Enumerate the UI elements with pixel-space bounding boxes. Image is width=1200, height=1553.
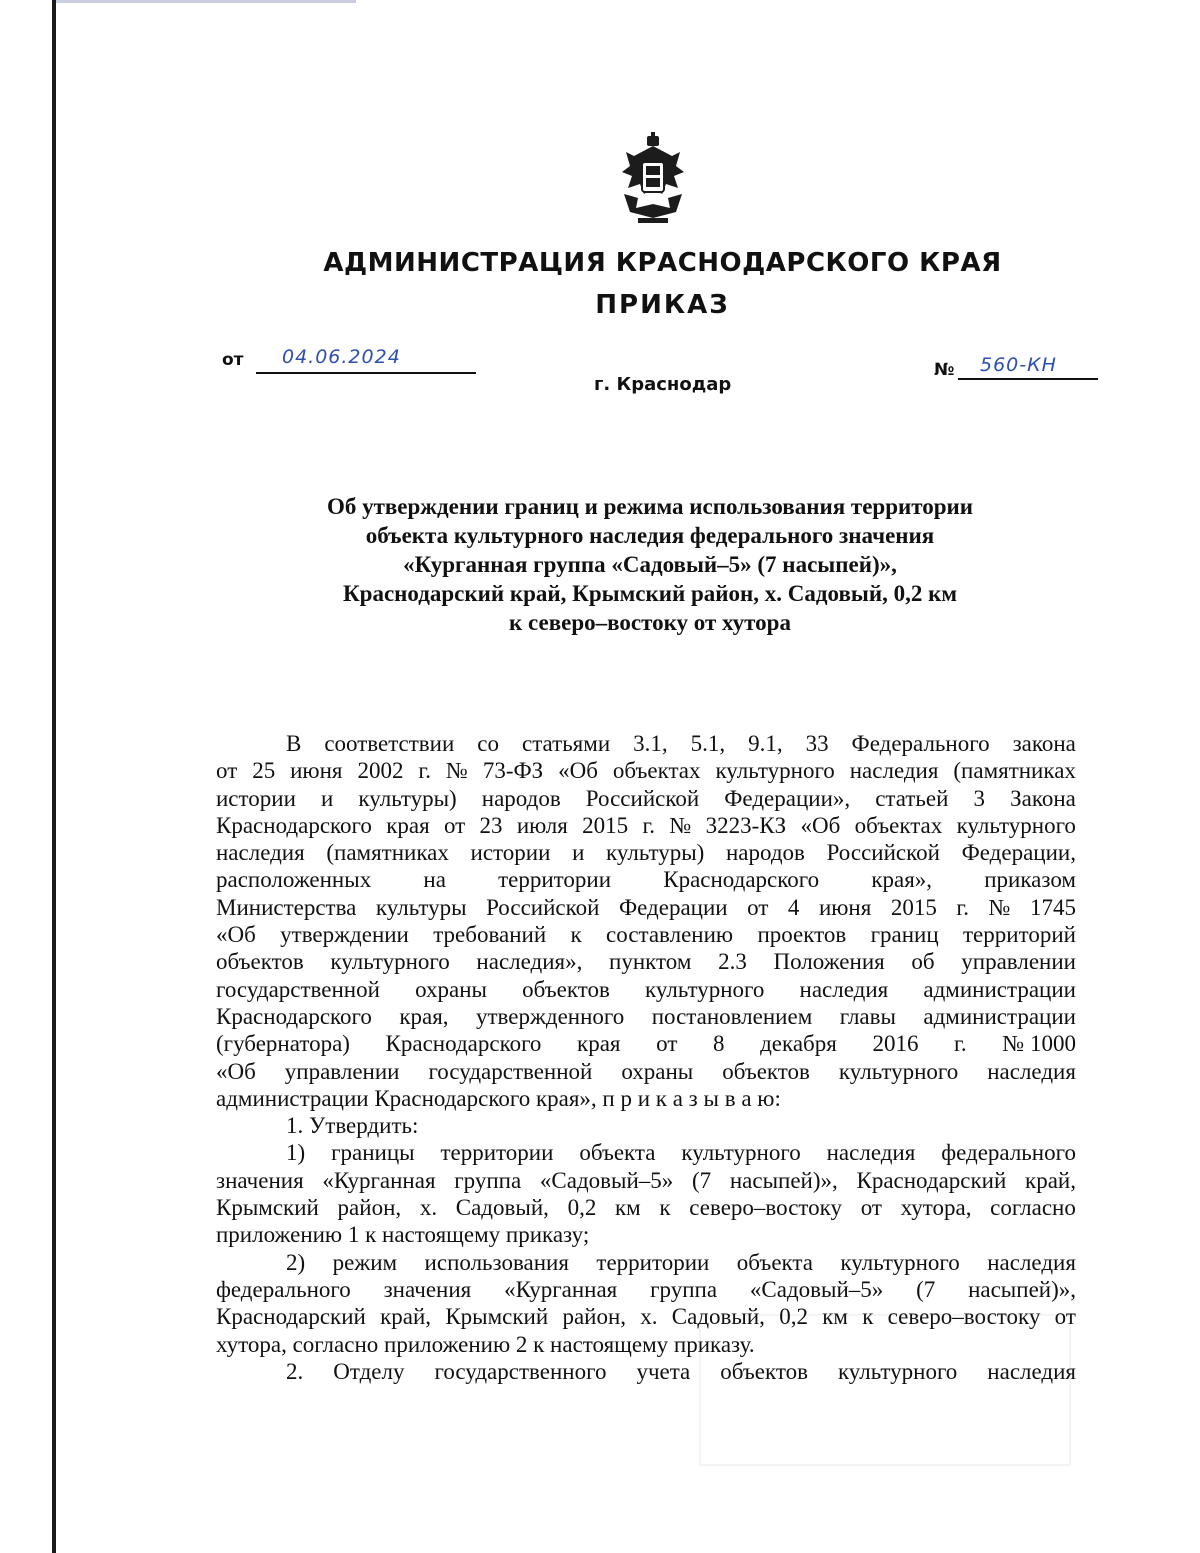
document-body <box>216 730 1076 1385</box>
body-word: Федерации, <box>961 840 1076 866</box>
body-line <box>216 1167 1076 1194</box>
body-word: Крымский <box>216 1195 319 1221</box>
body-word: г. <box>418 758 431 784</box>
body-word: и <box>572 840 585 866</box>
body-word: и <box>320 785 334 811</box>
body-word: от <box>1054 1304 1076 1330</box>
body-word: культурного <box>715 758 835 784</box>
body-line <box>216 1221 1076 1248</box>
body-word: составлению <box>606 922 734 948</box>
body-word: г. <box>642 812 656 838</box>
body-word: 2016 <box>872 1031 919 1057</box>
body-word: (памятниках <box>326 840 449 866</box>
body-word: на <box>423 867 446 893</box>
body-line <box>216 1058 1076 1085</box>
body-word: Краснодарского <box>385 1031 542 1057</box>
body-word: требований <box>433 922 547 948</box>
body-word: статьями <box>521 731 611 756</box>
scan-border <box>52 0 56 1553</box>
body-word: 2002 <box>357 758 404 784</box>
body-word: культуры) <box>358 785 457 811</box>
date-prefix: от <box>222 350 244 370</box>
body-word: Закона <box>1010 785 1076 811</box>
body-word: значения <box>216 1167 304 1193</box>
body-word: «Об <box>558 758 598 784</box>
body-word: края <box>577 1031 621 1057</box>
body-word: к <box>659 1195 671 1221</box>
body-word: значения <box>383 1276 472 1302</box>
body-word: наследия <box>987 1058 1076 1084</box>
body-word: группа <box>650 1276 718 1302</box>
date-handwritten: 04.06.2024 <box>282 346 401 368</box>
body-word: (памятниках <box>953 758 1076 784</box>
body-word: от <box>443 812 466 838</box>
body-word: от <box>860 1195 882 1221</box>
body-word: Садовый, <box>455 1195 549 1221</box>
body-word: охраны <box>621 1058 694 1084</box>
body-line <box>216 1276 1076 1303</box>
body-word: 25 <box>252 758 276 784</box>
body-word: управлении <box>961 949 1076 975</box>
body-word: район, <box>337 1195 402 1221</box>
heading-line: Об утверждении границ и режима использования территории <box>326 494 974 519</box>
body-word: согласно <box>990 1195 1076 1221</box>
body-word: расположенных <box>216 867 372 893</box>
body-line <box>216 866 1076 893</box>
heading-line: «Курганная группа «Садовый–5» (7 насыпей)», <box>403 552 897 577</box>
body-line <box>216 812 1076 839</box>
body-word: (7 <box>916 1276 936 1302</box>
body-word: «Садовый–5» <box>749 1276 884 1302</box>
body-word: 0,2 <box>567 1195 597 1221</box>
body-word: к <box>862 1304 874 1330</box>
body-word: июня <box>290 758 343 784</box>
body-word: км <box>615 1195 641 1221</box>
body-word: культурного <box>956 812 1076 838</box>
body-line <box>216 921 1076 948</box>
body-word: насыпей)», <box>968 1276 1076 1302</box>
body-word: В <box>286 731 302 756</box>
body-word: истории <box>470 840 551 866</box>
body-word: утверждении <box>280 922 409 948</box>
body-word: использования <box>424 1249 569 1275</box>
body-word: Министерства <box>216 894 357 920</box>
body-line <box>216 1249 1076 1276</box>
body-word: от <box>656 1031 678 1057</box>
body-word: 2. <box>286 1358 304 1384</box>
body-line <box>216 894 1076 921</box>
body-word: 2) <box>286 1249 306 1275</box>
body-word: объектов <box>522 976 610 1002</box>
body-word: Крымский <box>445 1304 549 1330</box>
body-line <box>216 839 1076 866</box>
body-word: 73-ФЗ <box>482 758 544 784</box>
body-line <box>216 976 1076 1003</box>
body-word: 23 <box>479 812 503 838</box>
organization-title: АДМИНИСТРАЦИЯ КРАСНОДАРСКОГО КРАЯ <box>323 248 1002 278</box>
body-word: северо–востоку <box>689 1195 843 1221</box>
body-word: (губернатора) <box>216 1031 350 1057</box>
body-word: июля <box>516 812 568 838</box>
body-word: наследия <box>987 1249 1076 1275</box>
body-word: федерального <box>216 1276 351 1302</box>
body-word: культурного <box>645 976 765 1002</box>
body-word: 3223-КЗ <box>705 812 787 838</box>
body-word: государственной <box>428 1058 593 1084</box>
faint-bleed-through <box>690 1305 1080 1475</box>
body-word: № 1000 <box>1002 1031 1076 1057</box>
body-word: объектах <box>854 812 943 838</box>
body-word: Краснодарского <box>216 812 372 838</box>
body-word: объектов <box>216 949 304 975</box>
body-word: утвержденного <box>475 1003 625 1029</box>
body-word: границ <box>870 922 939 948</box>
body-word: хутора, согласно приложению 2 к настоящему приказу. <box>216 1331 755 1357</box>
body-word: приложению 1 к настоящему приказу; <box>216 1222 590 1248</box>
body-word: учета <box>636 1358 691 1384</box>
body-word: Федерации <box>618 894 728 920</box>
body-word: 33 <box>805 731 829 756</box>
number-handwritten: 560-КН <box>980 354 1057 376</box>
body-word: федерального <box>941 1140 1076 1166</box>
body-word: приказом <box>984 867 1076 893</box>
body-word: наследия <box>826 1140 916 1166</box>
body-word: истории <box>216 785 296 811</box>
body-word: народов <box>726 840 805 866</box>
body-word: «Садовый–5» <box>539 1167 674 1193</box>
body-word: км <box>822 1304 848 1330</box>
body-word: г. <box>956 894 969 920</box>
body-word: наследия <box>799 976 889 1002</box>
body-word: охраны <box>415 976 487 1002</box>
body-word: проектов <box>757 922 847 948</box>
body-word: Садовый, <box>671 1304 765 1330</box>
body-word: культурного <box>330 949 450 975</box>
body-word: культурного <box>681 1140 801 1166</box>
body-line <box>216 1003 1076 1030</box>
body-word: 0,2 <box>779 1304 808 1330</box>
body-word: Российской <box>486 894 600 920</box>
body-word: район, <box>562 1304 627 1330</box>
city: г. Краснодар <box>594 374 732 395</box>
body-word: наследия <box>216 840 305 866</box>
body-word: Отделу <box>333 1358 405 1384</box>
body-word: Федерации», <box>724 785 851 811</box>
body-word: культурного <box>840 1249 960 1275</box>
body-word: объектах <box>612 758 701 784</box>
body-word: объекта <box>736 1249 813 1275</box>
body-word: Краснодарского <box>663 867 820 893</box>
body-line <box>216 785 1076 812</box>
body-line <box>216 1030 1076 1057</box>
body-word: края», <box>871 867 933 893</box>
body-word: июня <box>818 894 872 920</box>
body-word: культурного <box>837 1358 958 1384</box>
body-word: наследия <box>849 758 939 784</box>
body-word: 9.1, <box>748 731 783 756</box>
body-word: 2015 <box>890 894 937 920</box>
heading-line: к северо–востоку от хутора <box>509 610 791 635</box>
body-word: к <box>570 922 582 948</box>
body-word: 3 <box>973 785 986 811</box>
body-word: 1) <box>286 1140 306 1166</box>
body-word: границы <box>331 1140 415 1166</box>
body-word: 2.3 <box>718 949 747 975</box>
body-word: наследия», <box>476 949 583 975</box>
body-word: пунктом <box>609 949 692 975</box>
body-line <box>216 948 1076 975</box>
body-word: администрации <box>923 1003 1076 1029</box>
body-word: закона <box>1012 731 1076 756</box>
body-word: от <box>216 758 238 784</box>
body-word: декабря <box>760 1031 837 1057</box>
body-word: «Об <box>216 922 256 948</box>
body-word: край, <box>1025 1167 1076 1193</box>
body-word: «Курганная <box>322 1167 436 1193</box>
body-word: со <box>477 731 499 756</box>
date-underline <box>256 372 476 374</box>
body-word: 1. Утвердить: <box>286 1113 419 1139</box>
body-word: Федерального <box>851 731 990 756</box>
body-line <box>216 730 1076 757</box>
body-word: Российской <box>826 840 940 866</box>
body-word: (7 <box>691 1167 712 1193</box>
body-word: 2015 <box>582 812 629 838</box>
body-word: администрации Краснодарского края», п р и к а з ы в а ю: <box>216 1085 781 1111</box>
body-word: объекта <box>579 1140 656 1166</box>
body-word: насыпей)», <box>729 1167 838 1193</box>
body-line <box>216 1085 1076 1112</box>
heading-line: объекта культурного наследия федерального значения <box>365 523 935 548</box>
body-word: объектов <box>720 1358 808 1384</box>
body-word: Краснодарский <box>216 1304 366 1330</box>
body-word: х. <box>640 1304 658 1330</box>
body-word: администрации <box>923 976 1076 1002</box>
body-word: территории <box>440 1140 554 1166</box>
body-word: управлении <box>284 1058 400 1084</box>
body-word: главы <box>839 1003 896 1029</box>
coat-of-arms-icon <box>616 132 690 224</box>
body-word: от <box>747 894 769 920</box>
body-word: культуры <box>375 894 467 920</box>
body-word: объектов <box>722 1058 810 1084</box>
body-word: территорий <box>963 922 1076 948</box>
body-word: края, <box>399 1003 449 1029</box>
body-word: статьей <box>875 785 949 811</box>
body-word: 3.1, <box>633 731 668 756</box>
body-word: наследия <box>987 1358 1076 1384</box>
body-word: 8 <box>712 1031 725 1057</box>
body-word: Краснодарского <box>216 1003 372 1029</box>
body-word: 1745 <box>1030 894 1076 920</box>
document-heading <box>230 492 1070 637</box>
body-line <box>216 1194 1076 1221</box>
body-word: край, <box>380 1304 432 1330</box>
body-word: группа <box>454 1167 522 1193</box>
body-word: № <box>669 812 692 838</box>
heading-line: Краснодарский край, Крымский район, х. Садовый, 0,2 км <box>342 581 958 606</box>
body-line <box>216 757 1076 784</box>
scan-artifact <box>56 0 356 3</box>
number-prefix: № <box>934 360 955 380</box>
body-word: х. <box>419 1195 438 1221</box>
body-word: № <box>988 894 1011 920</box>
body-word: «Об <box>216 1058 256 1084</box>
body-word: г. <box>954 1031 967 1057</box>
body-word: Положения <box>773 949 885 975</box>
body-word: культурного <box>838 1058 959 1084</box>
body-word: постановлением <box>651 1003 813 1029</box>
body-word: северо–востоку <box>887 1304 1041 1330</box>
body-word: государственной <box>216 976 380 1002</box>
body-word: территории <box>498 867 612 893</box>
body-line <box>216 1112 1076 1139</box>
body-word: хутора, <box>900 1195 972 1221</box>
body-line <box>216 1139 1076 1166</box>
body-word: «Курганная <box>504 1276 618 1302</box>
body-word: края <box>386 812 430 838</box>
body-word: № <box>445 758 468 784</box>
number-underline <box>958 378 1098 380</box>
body-word: соответствии <box>324 731 455 756</box>
body-word: режим <box>332 1249 398 1275</box>
body-word: «Об <box>800 812 841 838</box>
body-word: об <box>911 949 935 975</box>
body-word: государственного <box>434 1358 607 1384</box>
body-word: 5.1, <box>690 731 726 756</box>
body-word: Краснодарский <box>856 1167 1007 1193</box>
body-word: культуры) <box>606 840 705 866</box>
body-word: Российской <box>585 785 700 811</box>
body-word: народов <box>481 785 561 811</box>
body-word: территории <box>596 1249 710 1275</box>
body-word: 4 <box>787 894 800 920</box>
document-type: ПРИКАЗ <box>595 290 730 320</box>
